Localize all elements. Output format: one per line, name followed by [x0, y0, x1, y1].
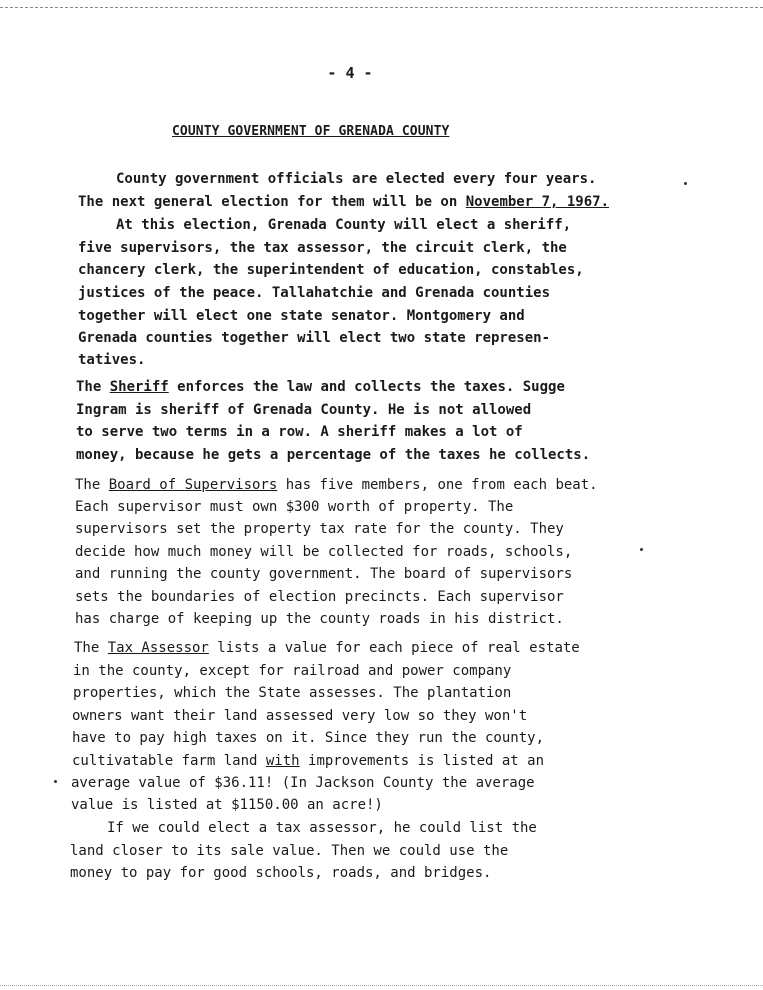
- sheriff-line1: [76, 376, 565, 398]
- para1-line5: chancery clerk, the superintendent of education, constables,: [78, 262, 584, 278]
- board-line1: [75, 474, 598, 496]
- para1-line3: At this election, Grenada County will elect a sheriff,: [116, 217, 572, 233]
- assessor-line2: in the county, except for railroad and power company: [73, 663, 512, 679]
- para1-line1: County government officials are elected every four years.: [116, 171, 597, 187]
- sheriff-line2: Ingram is sheriff of Grenada County. He is not allowed: [76, 402, 532, 418]
- para1-line7: together will elect one state senator. Montgomery and: [78, 308, 525, 324]
- assessor-line1-pre: The: [74, 640, 108, 656]
- assessor-line6-pre: cultivatable farm land: [72, 753, 266, 769]
- board-line3: supervisors set the property tax rate for the county. They: [75, 521, 564, 537]
- board-line5: and running the county government. The board of supervisors: [75, 566, 573, 582]
- sheriff-line4: money, because he gets a percentage of the taxes he collects.: [76, 447, 591, 463]
- closing-line1: If we could elect a tax assessor, he could list the: [107, 820, 537, 836]
- board-line2: Each supervisor must own $300 worth of property. The: [75, 499, 514, 515]
- with-emphasis: with: [265, 753, 300, 769]
- para1-line2: [78, 191, 609, 213]
- sheriff-line3: to serve two terms in a row. A sheriff makes a lot of: [76, 424, 523, 440]
- scan-mark: [684, 182, 687, 185]
- assessor-line8: value is listed at $1150.00 an acre!): [71, 797, 383, 813]
- assessor-line6-post: improvements is listed at an: [299, 753, 545, 769]
- sheriff-line1-post: enforces the law and collects the taxes. Sugge: [168, 379, 565, 395]
- board-line1-post: has five members, one from each beat.: [277, 477, 598, 493]
- assessor-line3: properties, which the State assesses. The plantation: [73, 685, 512, 701]
- board-line6: sets the boundaries of election precincts. Each supervisor: [75, 589, 564, 605]
- page-number: - 4 -: [327, 64, 373, 82]
- para1-line4: five supervisors, the tax assessor, the circuit clerk, the: [78, 240, 567, 256]
- closing-line3: money to pay for good schools, roads, and bridges.: [70, 865, 492, 881]
- para1-line9: tatives.: [78, 352, 146, 368]
- assessor-line5: have to pay high taxes on it. Since they run the county,: [72, 730, 545, 746]
- scan-mark: [640, 548, 643, 551]
- sheriff-line1-pre: The: [76, 379, 110, 395]
- scan-mark: [54, 780, 57, 783]
- bottom-edge-rule: [0, 985, 763, 986]
- board-term: Board of Supervisors: [108, 477, 278, 493]
- assessor-line4: owners want their land assessed very low so they won't: [72, 708, 528, 724]
- closing-line2: land closer to its sale value. Then we could use the: [70, 843, 509, 859]
- document-title: COUNTY GOVERNMENT OF GRENADA COUNTY: [172, 124, 450, 139]
- assessor-line1: [74, 637, 580, 659]
- para1-line6: justices of the peace. Tallahatchie and Grenada counties: [78, 285, 551, 301]
- sheriff-term: Sheriff: [109, 379, 169, 395]
- assessor-line6: [72, 750, 544, 772]
- board-line1-pre: The: [75, 477, 109, 493]
- assessor-line7: average value of $36.11! (In Jackson County the average: [71, 775, 535, 791]
- para1-line8: Grenada counties together will elect two state represen-: [78, 330, 551, 346]
- election-date: November 7, 1967.: [465, 194, 610, 210]
- assessor-line1-post: lists a value for each piece of real estate: [208, 640, 580, 656]
- board-line7: has charge of keeping up the county roads in his district.: [75, 611, 564, 627]
- assessor-term: Tax Assessor: [107, 640, 209, 656]
- board-line4: decide how much money will be collected for roads, schools,: [75, 544, 573, 560]
- top-edge-rule: [0, 7, 763, 8]
- para1-line2-text: The next general election for them will be on: [78, 194, 466, 210]
